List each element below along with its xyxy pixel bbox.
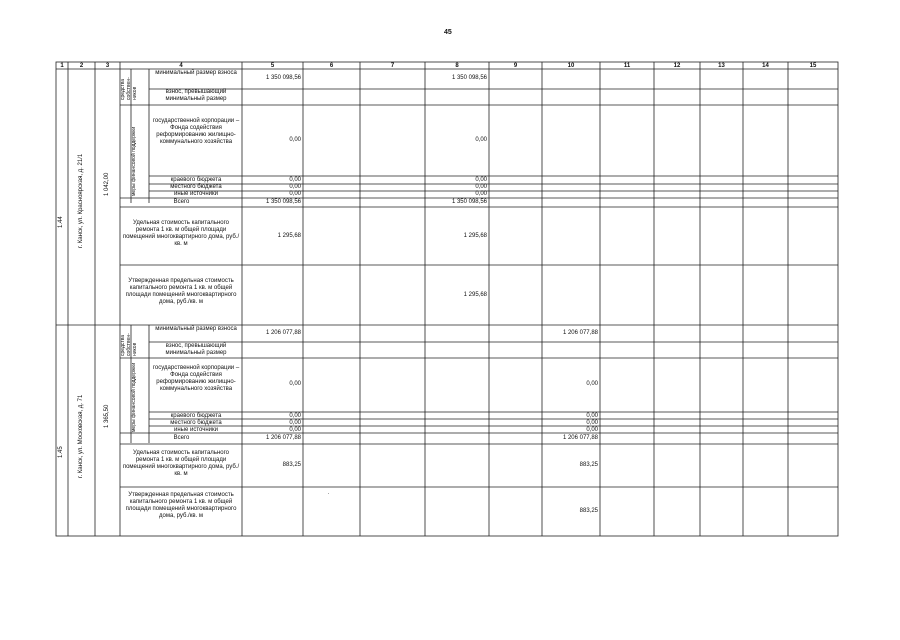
cell-loc-c10: 0,00 xyxy=(586,420,598,426)
cell-oth-c10: 0,00 xyxy=(586,427,598,433)
row-area: 1 365,50 xyxy=(104,404,110,428)
cell-corp-c10: 0,00 xyxy=(586,381,598,387)
row-address: г. Канск, ул. Московская, д. 71 xyxy=(78,394,84,478)
state-corp-label: государственной корпорации – Фонда содействия реформированию жилищно- коммунального хозяйства xyxy=(152,118,240,145)
support-label: меры финансовой поддержки xyxy=(131,362,137,432)
cell-unit-c10: 883,25 xyxy=(579,462,598,468)
cell-oth-c5: 0,00 xyxy=(289,427,301,433)
regional-budget-label: краевого бюджета xyxy=(170,413,222,419)
cell-min-c8: 1 350 098,56 xyxy=(451,75,487,81)
header-col-4: 4 xyxy=(179,63,183,69)
header-col-6: 6 xyxy=(329,63,334,69)
cell-tot-c5: 1 206 077,88 xyxy=(265,435,301,441)
cell-corp-c5: 0,00 xyxy=(289,137,301,143)
unit-cost-label: Удельная стоимость капитального ремонта 1 кв. м общей площади помещений многоквартирного дома, руб./кв. м xyxy=(122,220,240,247)
cell-corp-c8: 0,00 xyxy=(475,137,487,143)
cell-oth-c5: 0,00 xyxy=(289,191,301,197)
header-col-2: 2 xyxy=(79,63,84,69)
row-address: г. Канск, ул. Красноярская, д. 21/1 xyxy=(78,153,84,248)
cell-reg-c5: 0,00 xyxy=(289,413,301,419)
row-number: 1.44 xyxy=(58,216,64,228)
header-col-12: 12 xyxy=(673,63,681,69)
cell-loc-c5: 0,00 xyxy=(289,420,301,426)
own-funds-label: средства собствен- ников xyxy=(120,333,138,356)
header-col-14: 14 xyxy=(762,63,769,69)
header-col-1: 1 xyxy=(60,63,64,69)
local-budget-label: местного бюджета xyxy=(170,420,222,426)
row-area: 1 042,00 xyxy=(104,172,110,196)
cell-limit-c8: 1 295,68 xyxy=(463,292,487,298)
state-corp-label: государственной корпорации – Фонда содействия реформированию жилищно- коммунального хозяйства xyxy=(152,365,240,392)
cell-reg-c8: 0,00 xyxy=(475,177,487,183)
header-col-3: 3 xyxy=(105,63,110,69)
limit-cost-label: Утвержденная предельная стоимость капитального ремонта 1 кв. м общей площади помещений многоквартирного дома, руб./кв. м xyxy=(125,492,237,519)
min-contrib-label: минимальный размер взноса xyxy=(155,70,237,76)
header-col-7: 7 xyxy=(390,63,395,69)
own-funds-label: средства собствен- ников xyxy=(120,77,138,100)
other-sources-label: иные источники xyxy=(174,427,218,433)
total-label: Всего xyxy=(173,199,190,205)
limit-cost-label: Утвержденная предельная стоимость капитального ремонта 1 кв. м общей площади помещений многоквартирного дома, руб./кв. м xyxy=(125,278,237,305)
cell-tot-c5: 1 350 098,56 xyxy=(265,199,301,205)
header-col-13: 13 xyxy=(718,63,725,69)
header-col-15: 15 xyxy=(809,63,817,69)
total-label: Всего xyxy=(173,435,190,441)
support-label: меры финансовой поддержки xyxy=(131,126,137,196)
cell-corp-c5: 0,00 xyxy=(289,381,301,387)
header-col-8: 8 xyxy=(455,63,459,69)
cell-oth-c8: 0,00 xyxy=(475,191,487,197)
row-number: 1.45 xyxy=(58,446,64,458)
min-contrib-label: минимальный размер взноса xyxy=(155,326,237,332)
cell-loc-c5: 0,00 xyxy=(289,184,301,190)
header-col-9: 9 xyxy=(513,63,518,69)
exceed-contrib-label: взнос, превышающий минимальный размер xyxy=(165,343,227,356)
cell-loc-c8: 0,00 xyxy=(475,184,487,190)
cell-tot-c8: 1 350 098,56 xyxy=(451,199,487,205)
other-sources-label: иные источники xyxy=(174,191,218,197)
cell-reg-c10: 0,00 xyxy=(586,413,598,419)
local-budget-label: местного бюджета xyxy=(170,184,222,190)
exceed-contrib-label: взнос, превышающий минимальный размер xyxy=(165,89,227,102)
page-number: 45 xyxy=(444,29,452,36)
header-col-10: 10 xyxy=(567,63,575,69)
cell-tot-c10: 1 206 077,88 xyxy=(562,435,598,441)
cell-unit-c5: 1 295,68 xyxy=(277,233,301,239)
cell-unit-c5: 883,25 xyxy=(282,462,301,468)
cell-unit-c8: 1 295,68 xyxy=(463,233,487,239)
regional-budget-label: краевого бюджета xyxy=(170,177,222,183)
cell-min-c5: 1 206 077,88 xyxy=(265,330,301,336)
cell-limit-c10: 883,25 xyxy=(579,508,598,514)
scan-speck xyxy=(328,493,329,494)
cell-min-c5: 1 350 098,56 xyxy=(265,75,301,81)
unit-cost-label: Удельная стоимость капитального ремонта 1 кв. м общей площади помещений многоквартирного дома, руб./кв. м xyxy=(122,450,240,477)
header-col-5: 5 xyxy=(270,63,275,69)
cell-min-c10: 1 206 077,88 xyxy=(562,330,598,336)
header-col-11: 11 xyxy=(623,63,631,69)
cell-reg-c5: 0,00 xyxy=(289,177,301,183)
